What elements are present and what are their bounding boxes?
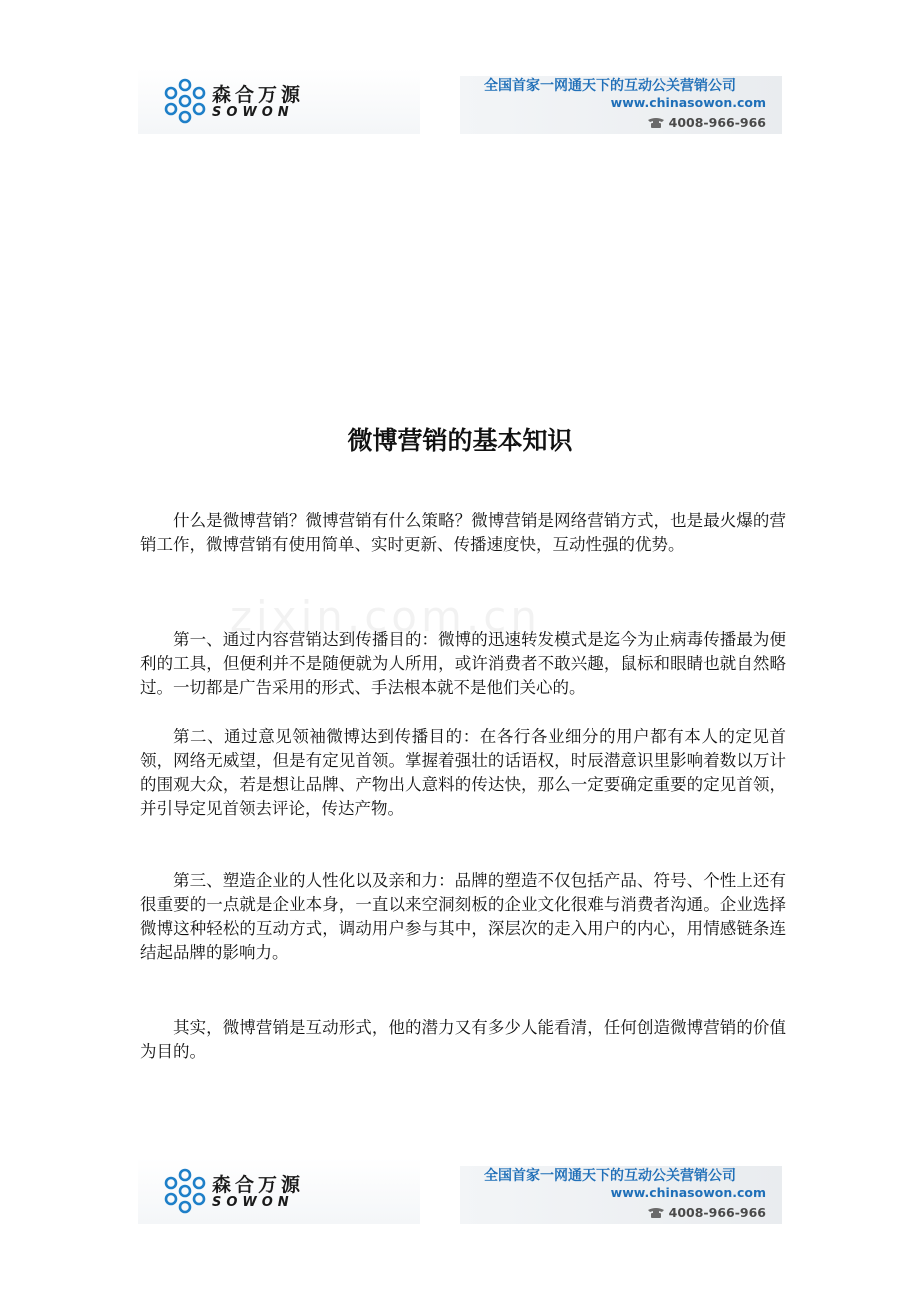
footer-phone-number-text: 4008-966-966 xyxy=(668,1205,766,1220)
website-link[interactable]: www.chinasowon.com xyxy=(610,95,766,110)
watermark: zixin.com.cn xyxy=(230,592,541,641)
footer-website-link[interactable]: www.chinasowon.com xyxy=(610,1185,766,1200)
footer-logo-chinese-name: 森合万源 xyxy=(212,1174,305,1196)
footer-logo-area xyxy=(138,1158,420,1224)
header-banner xyxy=(138,68,782,134)
logo-area xyxy=(138,68,420,134)
paragraph-third: 第三、塑造企业的人性化以及亲和力：品牌的塑造不仅包括产品、符号、个性上还有很重要的一点就是企业本身，一直以来空洞刻板的企业文化很难与消费者沟通。企业选择微博这种轻松的互动方式，调动用户参与其中，深层次的走入用户的内心，用情感链条连结起品牌的影响力。 xyxy=(140,871,786,962)
footer-phone-number xyxy=(647,1205,766,1220)
sowon-logo-icon xyxy=(162,77,208,125)
sowon-logo-icon xyxy=(162,1167,208,1215)
footer-banner xyxy=(138,1158,782,1224)
paragraph-second: 第二、通过意见领袖微博达到传播目的：在各行各业细分的用户都有本人的定见首领，网络无威望，但是有定见首领。掌握着强壮的话语权，时辰潜意识里影响着数以万计的围观大众，若是想让品牌、产物出人意料的传达快，那么一定要确定重要的定见首领，并引导定见首领去评论，传达产物。 xyxy=(140,727,786,818)
phone-number-text: 4008-966-966 xyxy=(668,115,766,130)
phone-icon xyxy=(647,117,665,128)
logo-english-name: SOWON xyxy=(212,105,294,120)
paragraph-first: 第一、通过内容营销达到传播目的：微博的迅速转发模式是迄今为止病毒传播最为便利的工具，但便利并不是随便就为人所用，或许消费者不敢兴趣，鼠标和眼睛也就自然略过。一切都是广告采用的形式、手法根本就不是他们关心的。 xyxy=(140,630,786,697)
paragraph-conclusion: 其实，微博营销是互动形式，他的潜力又有多少人能看清，任何创造微博营销的价值为目的。 xyxy=(140,1018,786,1061)
document-title: 微博营销的基本知识 xyxy=(347,426,573,455)
paragraph-intro: 什么是微博营销？微博营销有什么策略？微博营销是网络营销方式，也是最火爆的营销工作，微博营销有使用简单、实时更新、传播速度快，互动性强的优势。 xyxy=(140,511,786,554)
footer-logo-english-name: SOWON xyxy=(212,1195,294,1210)
phone-number xyxy=(647,115,766,130)
company-tagline: 全国首家一网通天下的互动公关营销公司 xyxy=(484,78,736,94)
phone-icon xyxy=(647,1207,665,1218)
logo-chinese-name: 森合万源 xyxy=(212,84,305,106)
footer-company-tagline: 全国首家一网通天下的互动公关营销公司 xyxy=(484,1168,736,1184)
